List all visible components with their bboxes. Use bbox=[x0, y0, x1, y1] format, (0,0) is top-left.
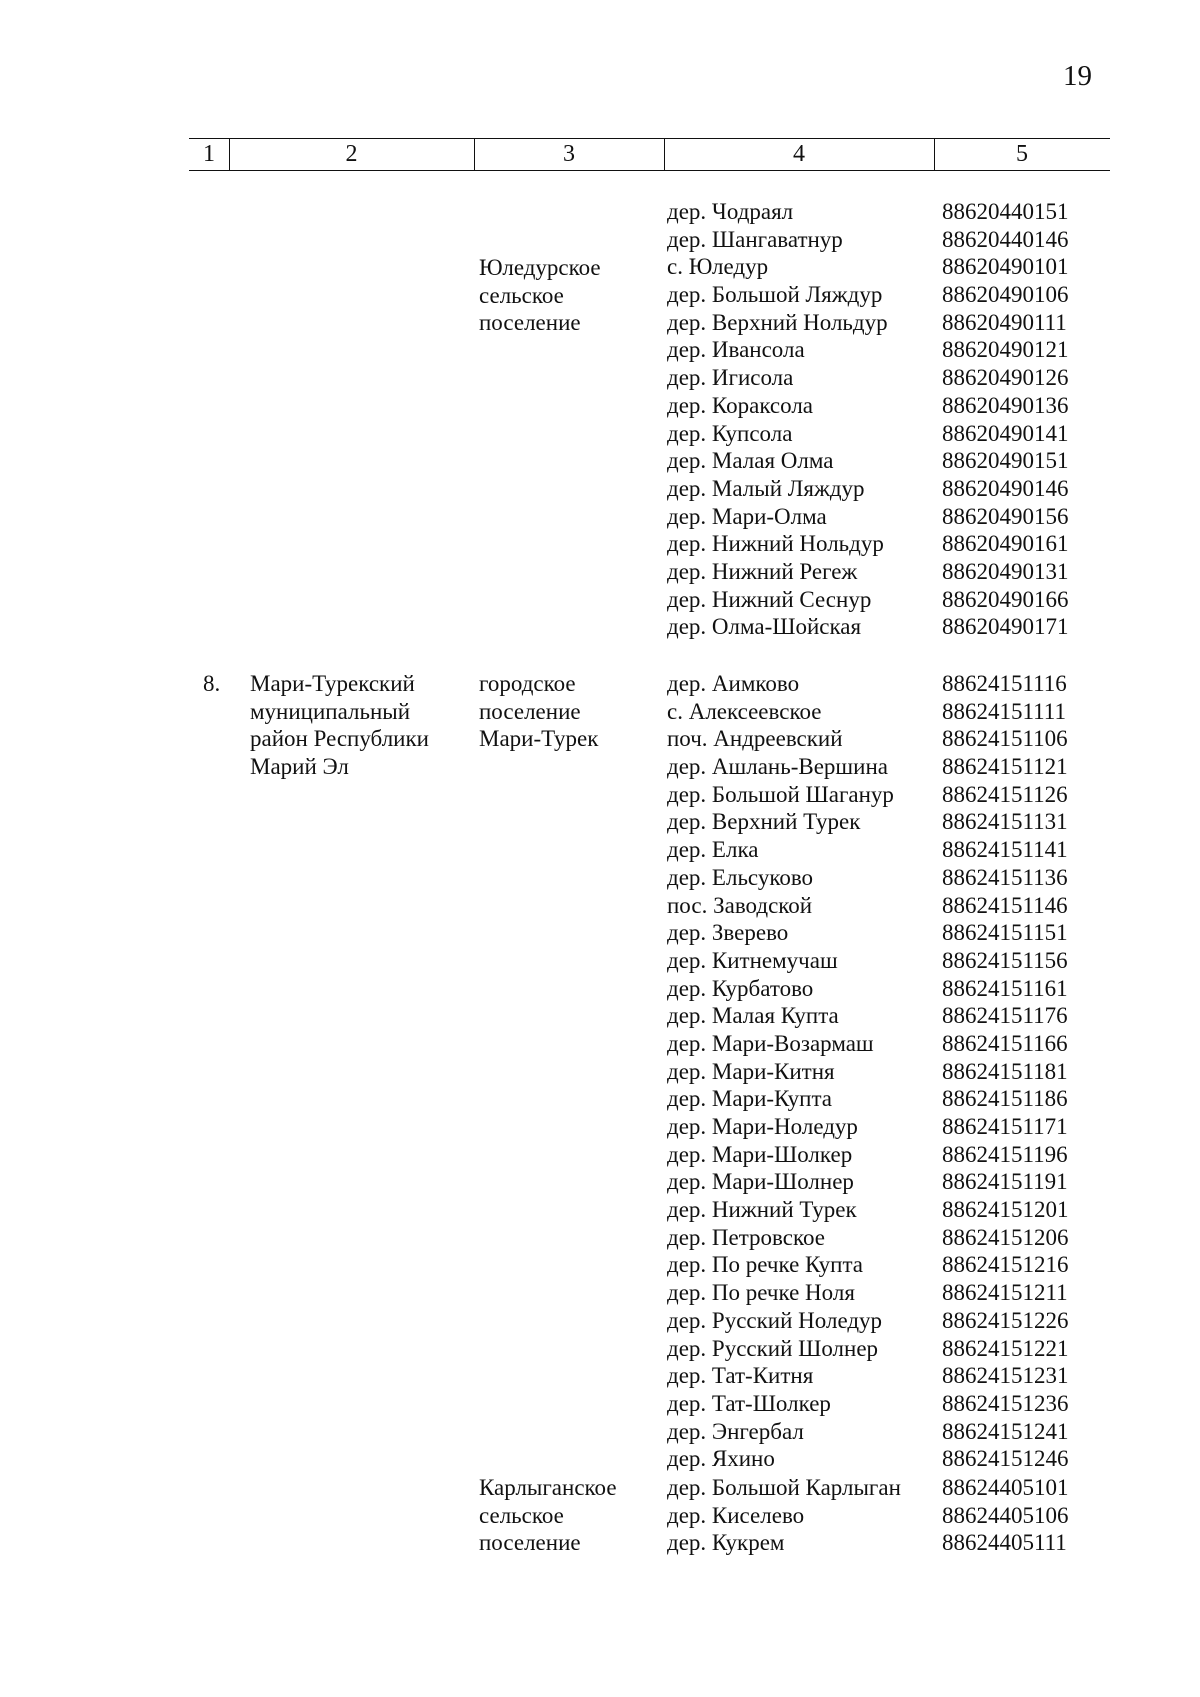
oktmo-code: 88620490166 bbox=[942, 586, 1069, 612]
oktmo-code: 88624151231 bbox=[942, 1363, 1069, 1389]
oktmo-code: 88620490161 bbox=[942, 531, 1069, 557]
locality-name: дер. Шангаватнур bbox=[667, 226, 843, 252]
page-number: 19 bbox=[1063, 60, 1092, 92]
locality-name: дер. Петровское bbox=[667, 1224, 825, 1250]
locality-name: дер. Мари-Ноледур bbox=[667, 1114, 858, 1139]
locality-name: дер. Тат-Шолкер bbox=[667, 1390, 831, 1416]
locality-name: дер. Кораксола bbox=[667, 392, 814, 418]
locality-name: дер. Малый Ляждур bbox=[667, 475, 865, 501]
locality-name: дер. Мари-Китня bbox=[667, 1058, 835, 1084]
locality-name: поч. Андреевский bbox=[667, 726, 843, 752]
locality-name: дер. Нижний Нольдур bbox=[667, 531, 884, 557]
locality-name: дер. Купсола bbox=[667, 420, 793, 446]
district-line: Марий Эл bbox=[250, 754, 349, 780]
locality-name: дер. Олма-Шойская bbox=[667, 614, 862, 640]
oktmo-code: 88620490126 bbox=[942, 365, 1069, 391]
oktmo-code: 88624151181 bbox=[942, 1058, 1068, 1084]
oktmo-code: 88624151226 bbox=[942, 1307, 1069, 1333]
locality-name: дер. Яхино bbox=[667, 1446, 775, 1472]
locality-name: дер. Нижний Сеснур bbox=[667, 586, 872, 612]
locality-name: дер. Елка bbox=[667, 837, 759, 863]
locality-name: дер. Большой Ляждур bbox=[667, 282, 883, 308]
locality-name: дер. Тат-Китня bbox=[667, 1363, 814, 1389]
district-name bbox=[250, 670, 429, 781]
locality-name: дер. Верхний Турек bbox=[667, 809, 861, 835]
oktmo-code: 88624151136 bbox=[942, 864, 1068, 890]
settlement-line: поселение bbox=[479, 310, 581, 336]
oktmo-code: 88620490156 bbox=[942, 503, 1069, 529]
header-col-4: 4 bbox=[793, 141, 805, 167]
oktmo-code: 88624151201 bbox=[942, 1197, 1069, 1223]
oktmo-code: 88624151111 bbox=[942, 698, 1066, 724]
settlement-karlyganskoe bbox=[479, 1474, 617, 1557]
oktmo-code: 88624151186 bbox=[942, 1086, 1068, 1112]
oktmo-code: 88624151141 bbox=[942, 837, 1068, 863]
settlement-mari-turek bbox=[479, 670, 598, 753]
locality-name: дер. Аимково bbox=[667, 671, 800, 696]
oktmo-code: 88624151191 bbox=[942, 1169, 1068, 1195]
table-header bbox=[189, 138, 1110, 171]
oktmo-code: 88624151221 bbox=[942, 1335, 1069, 1361]
oktmo-code: 88624151116 bbox=[942, 671, 1067, 696]
oktmo-code: 88624151161 bbox=[942, 975, 1068, 1001]
oktmo-code: 88620440146 bbox=[942, 226, 1069, 252]
oktmo-code: 88620490111 bbox=[942, 309, 1067, 335]
oktmo-code: 88620490101 bbox=[942, 254, 1069, 280]
locality-name: дер. Китнемучаш bbox=[667, 947, 838, 973]
row-number: 8. bbox=[203, 671, 221, 696]
locality-name: дер. Киселево bbox=[667, 1502, 805, 1528]
oktmo-code: 88624151216 bbox=[942, 1252, 1069, 1278]
locality-list-c bbox=[667, 1474, 901, 1557]
locality-name: дер. Энгербал bbox=[667, 1418, 804, 1444]
settlement-line: сельское bbox=[479, 282, 564, 308]
oktmo-code: 88620490121 bbox=[942, 337, 1069, 363]
locality-name: дер. Чодраял bbox=[667, 199, 794, 224]
oktmo-code: 88624405106 bbox=[942, 1502, 1069, 1528]
oktmo-code: 88620490151 bbox=[942, 448, 1069, 474]
locality-name: дер. Нижний Регеж bbox=[667, 558, 858, 584]
oktmo-code: 88624151241 bbox=[942, 1418, 1069, 1444]
oktmo-code: 88620490131 bbox=[942, 558, 1069, 584]
locality-name: дер. Малая Олма bbox=[667, 448, 834, 474]
oktmo-code: 88624151106 bbox=[942, 726, 1068, 752]
oktmo-code: 88624151206 bbox=[942, 1224, 1069, 1250]
oktmo-code: 88620490146 bbox=[942, 475, 1069, 501]
locality-name: дер. По речке Ноля bbox=[667, 1280, 855, 1306]
locality-name: с. Алексеевское bbox=[667, 698, 822, 724]
settlement-line: городское bbox=[479, 671, 576, 696]
oktmo-code: 88624151121 bbox=[942, 754, 1068, 780]
locality-name: дер. Верхний Нольдур bbox=[667, 309, 888, 335]
locality-name: дер. Мари-Шолкер bbox=[667, 1141, 853, 1167]
settlement-line: Юледурское bbox=[479, 255, 601, 280]
oktmo-code: 88620490141 bbox=[942, 420, 1069, 446]
locality-name: дер. По речке Купта bbox=[667, 1252, 863, 1278]
oktmo-code: 88620490106 bbox=[942, 282, 1069, 308]
locality-list-b bbox=[667, 670, 894, 1473]
locality-name: дер. Курбатово bbox=[667, 975, 814, 1001]
locality-name: с. Юледур bbox=[667, 254, 769, 280]
oktmo-code: 88624151166 bbox=[942, 1030, 1068, 1056]
oktmo-code: 88624151156 bbox=[942, 947, 1068, 973]
settlement-line: поселение bbox=[479, 698, 581, 724]
locality-name: дер. Мари-Олма bbox=[667, 503, 827, 529]
oktmo-code: 88624405111 bbox=[942, 1530, 1067, 1556]
code-list-a bbox=[942, 198, 1069, 641]
locality-name: дер. Русский Шолнер bbox=[667, 1335, 879, 1361]
code-list-b bbox=[942, 670, 1069, 1473]
oktmo-code: 88624151146 bbox=[942, 892, 1068, 918]
settlement-line: поселение bbox=[479, 1530, 581, 1556]
district-line: район Республики bbox=[250, 726, 429, 752]
district-line: Мари-Турекский bbox=[250, 671, 415, 696]
oktmo-code: 88624151211 bbox=[942, 1280, 1068, 1306]
oktmo-code: 88624405101 bbox=[942, 1475, 1069, 1500]
oktmo-code: 88620440151 bbox=[942, 199, 1069, 224]
locality-list-a bbox=[667, 198, 888, 641]
settlement-line: Мари-Турек bbox=[479, 726, 599, 752]
header-col-1: 1 bbox=[203, 141, 215, 167]
oktmo-code: 88624151171 bbox=[942, 1114, 1068, 1139]
locality-name: дер. Игисола bbox=[667, 365, 794, 391]
locality-name: дер. Нижний Турек bbox=[667, 1197, 857, 1223]
oktmo-code: 88620490171 bbox=[942, 614, 1069, 640]
oktmo-code: 88624151126 bbox=[942, 781, 1068, 807]
header-col-2: 2 bbox=[345, 141, 358, 167]
code-list-c bbox=[942, 1474, 1069, 1557]
header-col-5: 5 bbox=[1016, 141, 1028, 167]
locality-name: дер. Ивансола bbox=[667, 337, 805, 363]
oktmo-code: 88624151246 bbox=[942, 1446, 1069, 1472]
locality-name: дер. Зверево bbox=[667, 920, 789, 946]
locality-name: дер. Ельсуково bbox=[667, 864, 814, 890]
locality-name: дер. Кукрем bbox=[667, 1530, 785, 1556]
locality-name: дер. Мари-Шолнер bbox=[667, 1169, 854, 1195]
oktmo-code: 88624151176 bbox=[942, 1003, 1068, 1029]
settlement-line: Карлыганское bbox=[479, 1475, 617, 1500]
locality-name: дер. Русский Ноледур bbox=[667, 1307, 883, 1333]
locality-name: дер. Большой Шаганур bbox=[667, 781, 894, 807]
settlement-line: сельское bbox=[479, 1502, 564, 1528]
locality-name: дер. Мари-Купта bbox=[667, 1086, 832, 1112]
locality-name: дер. Мари-Возармаш bbox=[667, 1030, 874, 1056]
locality-name: дер. Малая Купта bbox=[667, 1003, 839, 1029]
oktmo-code: 88624151196 bbox=[942, 1141, 1068, 1167]
header-col-3: 3 bbox=[563, 141, 575, 167]
locality-name: дер. Ашлань-Вершина bbox=[667, 754, 888, 780]
oktmo-code: 88620490136 bbox=[942, 392, 1069, 418]
oktmo-code: 88624151131 bbox=[942, 809, 1068, 835]
locality-name: пос. Заводской bbox=[667, 892, 813, 918]
oktmo-code: 88624151236 bbox=[942, 1390, 1069, 1416]
locality-name: дер. Большой Карлыган bbox=[667, 1475, 901, 1500]
oktmo-code: 88624151151 bbox=[942, 920, 1068, 946]
district-line: муниципальный bbox=[250, 698, 411, 724]
settlement-yuledurskoe bbox=[479, 254, 601, 337]
